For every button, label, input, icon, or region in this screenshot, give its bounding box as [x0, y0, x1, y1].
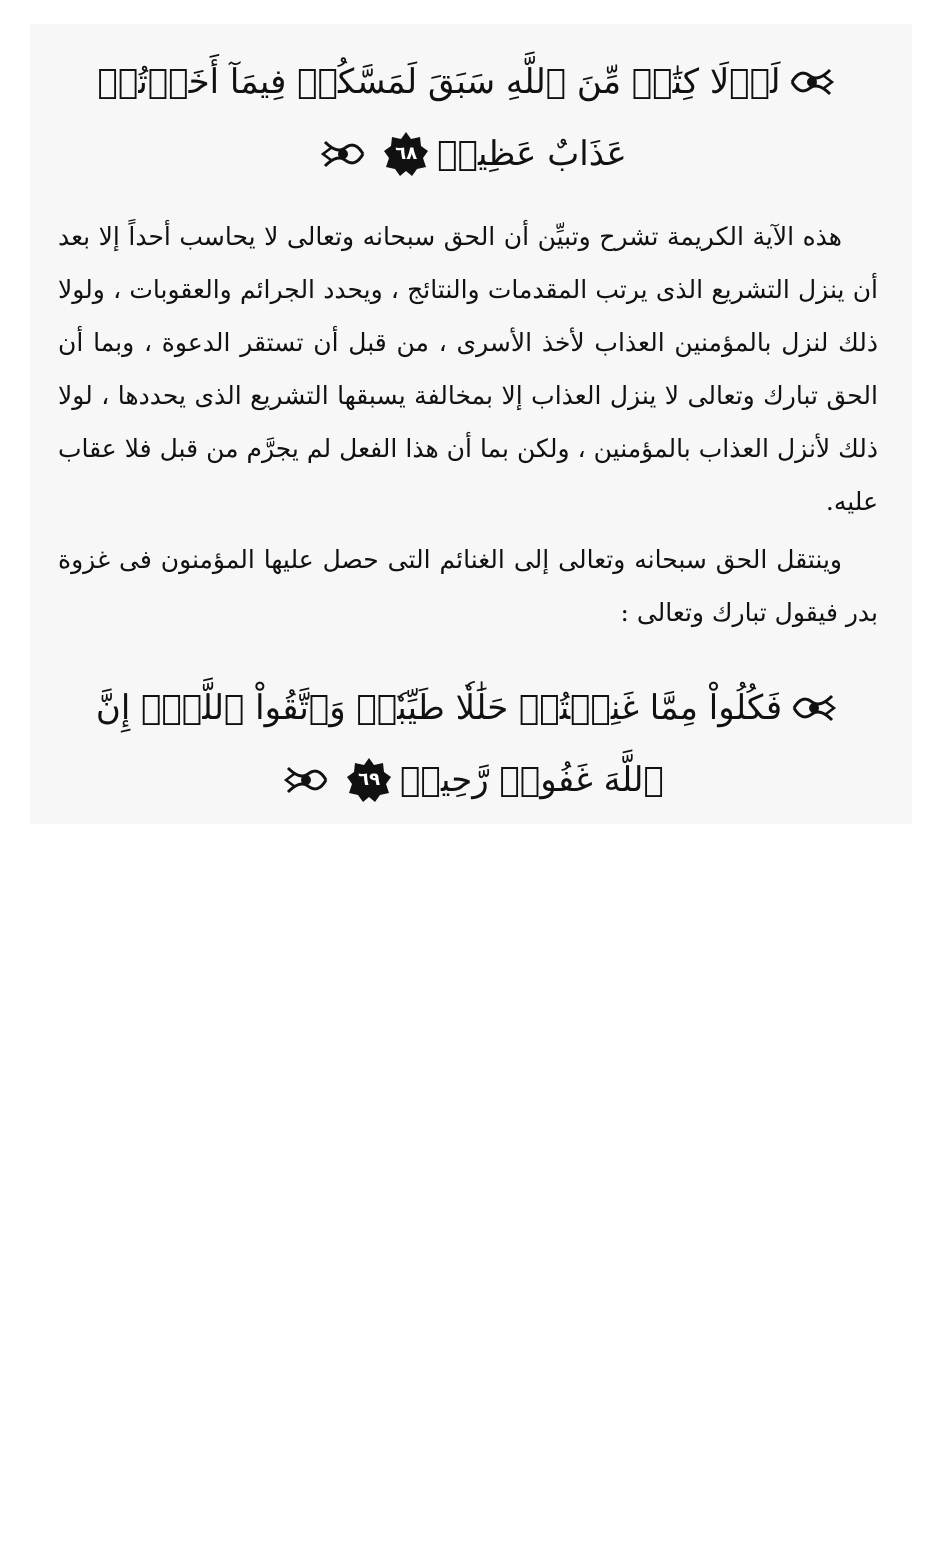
- ayah-end-marker-icon: [383, 131, 429, 177]
- commentary: [58, 210, 878, 528]
- ayah-end-marker-icon: [346, 757, 392, 803]
- verse-69-line-1: [60, 672, 880, 744]
- verse-68-text-1: لَوۡلَا كِتَٰبٞ مِّنَ ٱللَّهِ سَبَقَ لَمَسَّكُمۡ فِيمَآ أَخَذۡتُمۡ: [97, 62, 781, 102]
- verse-69-text-1: فَكُلُواْ مِمَّا غَنِمۡتُمۡ حَلَٰلٗا طَيِّبٗاۚ وَٱتَّقُواْ ٱللَّهَۚ إِنَّ: [95, 688, 783, 728]
- commentary-paragraph-1: هذه الآية الكريمة تشرح وتبيِّن أن الحق سبحانه وتعالى لا يحاسب أحداً إلا بعد أن ينزل التشريع الذى يرتب المقدمات والنتائج ، ويحدد الجرائم والعقوبات ، ولولا ذلك لنزل بالمؤمنين العذاب لأخذ الأسرى ، من قبل أن تستقر الدعوة ، وبما أن الحق تبارك وتعالى لا ينزل العذاب إلا بمخالفة يسبقها التشريع الذى يحددها ، لولا ذلك لأنزل العذاب بالمؤمنين ، ولكن بما أن هذا الفعل لم يجرَّم من قبل فلا عقاب عليه.: [58, 222, 878, 516]
- verse-68: [60, 46, 880, 190]
- commentary-2: [58, 533, 878, 639]
- verse-close-ornament-icon: [321, 131, 367, 177]
- ayah-number-68: ٦٨: [395, 143, 418, 164]
- verse-69: [60, 672, 880, 816]
- verse-open-ornament-icon: [790, 685, 836, 731]
- verse-open-ornament-icon: [788, 59, 834, 105]
- verse-68-line-1: [60, 46, 880, 118]
- ayah-number-69: ٦٩: [358, 769, 381, 790]
- verse-69-text-2: ٱللَّهَ غَفُورٞ رَّحِيمٞ: [400, 760, 664, 800]
- verse-68-line-2: [60, 118, 880, 190]
- commentary-paragraph-2: وينتقل الحق سبحانه وتعالى إلى الغنائم التى حصل عليها المؤمنون فى غزوة بدر فيقول تبارك وتعالى :: [58, 545, 878, 627]
- verse-69-line-2: [60, 744, 880, 816]
- verse-close-ornament-icon: [284, 757, 330, 803]
- verse-68-text-2: عَذَابٌ عَظِيمٞ: [437, 134, 627, 174]
